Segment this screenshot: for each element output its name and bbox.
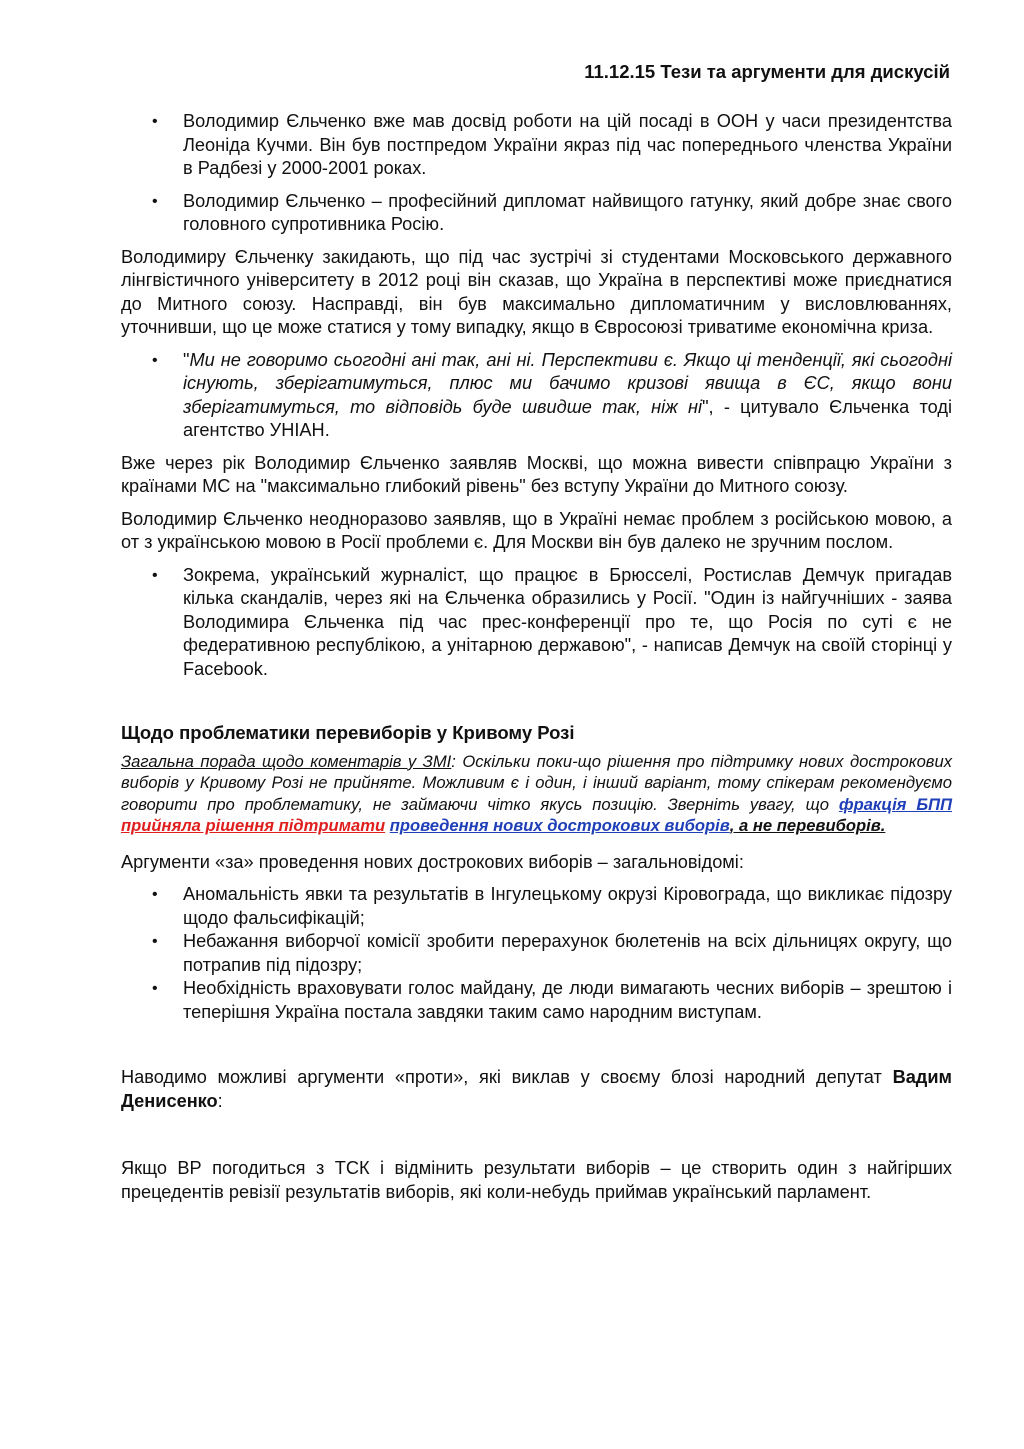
deputy-name: Вадим Денисенко xyxy=(121,1067,952,1111)
bullet-text: Аномальність явки та результатів в Інгулецькому окрузі Кіровограда, що викликає підозру щодо фальсифікацій; xyxy=(183,884,952,928)
paragraph-language: Володимир Єльченко неодноразово заявляв, що в Україні немає проблем з російською мовою, а от з українською мовою в Росії проблеми є. Для Москви він був далеко не зручним послом. xyxy=(121,508,952,552)
paragraph-customs-union: Володимиру Єльченку закидають, що під час зустрічі зі студентами Московського державного лінгвістичного університету в 2012 році він сказав, що Україна в перспективі може приєднатися до Митного союзу. Насправді, він був максимально дипломатичним у висловлюваннях, уточнивши, що це може статися у тому випадку, якщо в Євросоюзі триватиме економічна криза. xyxy=(121,246,952,337)
bullet-icon: • xyxy=(152,933,158,951)
bullet-text: Зокрема, український журналіст, що працює в Брюсселі, Ростислав Демчук пригадав кілька скандалів, через які на Єльченка образились у Росії. "Один із найгучніших - заява Володимира Єльченка під час прес-конференції про те, що Росія по суті є не федеративною республікою, а унітарною державою", - написав Демчук на своїй сторінці у Facebook. xyxy=(183,564,952,679)
page-header-title: 11.12.15 Тези та аргументи для дискусій xyxy=(584,61,950,82)
args-for-intro: Аргументи «за» проведення нових дострокових виборів – загальновідомі: xyxy=(121,851,744,872)
bullet-text: Необхідність враховувати голос майдану, де люди вимагають чесних виборів – зрештою і теперішня Україна постала завдяки таким само народним виступам. xyxy=(183,978,952,1022)
bullet-text: Володимир Єльченко вже мав досвід роботи на цій посаді в ООН у часи президентства Леоніда Кучми. Він був постпредом України якраз під час попереднього членства України в Радбезі у 2000-2001 роках. xyxy=(183,111,952,178)
quote-open: " xyxy=(183,349,190,370)
document-body xyxy=(121,110,952,1213)
colon: : xyxy=(217,1090,223,1111)
paragraph-cooperation: Вже через рік Володимир Єльченко заявляв Москві, що можна вивести співпрацю України з країнами МС на "максимально глибокий рівень" без вступу України до Митного союзу. xyxy=(121,452,952,496)
bullet-icon: • xyxy=(152,886,158,904)
bullet-list-elchenko xyxy=(121,110,952,237)
advice-end: , а не перевиборів. xyxy=(729,816,886,836)
list-item xyxy=(121,977,952,1024)
list-item xyxy=(121,190,952,237)
section-heading-kryvyi-rih: Щодо проблематики перевиборів у Кривому Розі xyxy=(121,722,575,743)
list-item xyxy=(121,564,952,682)
args-against-text: Наводимо можливі аргументи «проти», які виклав у своєму блозі народний депутат xyxy=(121,1067,893,1088)
bullet-icon: • xyxy=(152,566,158,584)
bullet-list-demchuk xyxy=(121,564,952,682)
bullet-list-quote xyxy=(121,349,952,443)
bullet-icon: • xyxy=(152,192,158,210)
bullet-icon: • xyxy=(152,113,158,130)
bullet-text: Володимир Єльченко – професійний дипломат найвищого гатунку, який добре знає свого головного супротивника Росію. xyxy=(183,190,952,234)
bullet-list-args-for xyxy=(121,883,952,1024)
list-item xyxy=(121,110,952,181)
bullet-icon: • xyxy=(152,351,158,369)
paragraph-precedent: Якщо ВР погодиться з ТСК і відмінить результати виборів – це створить один з найгірших прецедентів ревізії результатів виборів, які коли-небудь приймав український парламент. xyxy=(121,1158,952,1202)
decision-link[interactable]: прийняла рішення підтримати xyxy=(121,816,386,836)
bullet-text: Небажання виборчої комісії зробити перерахунок бюлетенів на всіх дільницях округу, що потрапив під підозру; xyxy=(183,931,952,975)
faction-link[interactable]: фракція БПП xyxy=(838,794,953,814)
bullet-icon: • xyxy=(152,980,158,998)
advice-label: Загальна порада щодо коментарів у ЗМІ xyxy=(121,751,452,771)
media-advice-paragraph xyxy=(121,751,952,837)
advice-text: : Оскільки поки-що рішення про підтримку нових дострокових виборів у Кривому Розі не прийняте. Можливим є і один, і інший варіант, тому спікерам рекомендуємо говорити про проблематику, не займаючи чітко якусь позицію. Зверніть увагу, що xyxy=(121,751,952,814)
elections-link[interactable]: проведення нових дострокових виборів xyxy=(389,816,730,836)
quote-text: Ми не говоримо сьогодні ані так, ані ні. Перспективи є. Якщо ці тенденції, які сьогодні існують, зберігатимуться, плюс ми бачимо кризові явища в ЄС, якщо вони зберігатимуться, то відповідь буде швидше так, ніж ні xyxy=(183,349,952,417)
list-item xyxy=(121,883,952,930)
args-against-intro xyxy=(121,1066,952,1113)
list-item xyxy=(121,349,952,443)
quote-attribution: ", - цитувало Єльченка тоді агентство УНІАН. xyxy=(183,396,952,440)
list-item xyxy=(121,930,952,977)
